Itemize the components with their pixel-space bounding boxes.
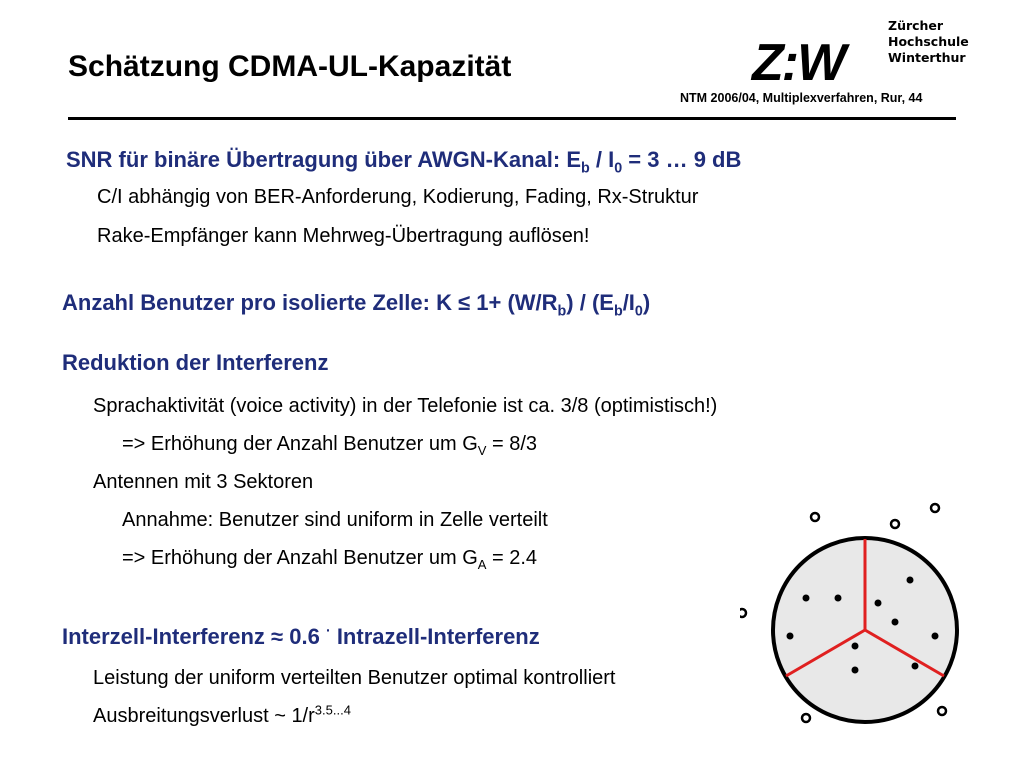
outer-user-ring bbox=[811, 513, 819, 521]
sector-cell-diagram bbox=[740, 500, 960, 730]
user-dot bbox=[803, 595, 810, 602]
user-dot bbox=[852, 643, 859, 650]
reduction-line-3: Antennen mit 3 Sektoren bbox=[93, 471, 314, 493]
reduction-line-2: => Erhöhung der Anzahl Benutzer um $G_V = 8/3$ bbox=[122, 433, 538, 458]
user-dot bbox=[932, 633, 939, 640]
reduction-line-5: => Erhöhung der Anzahl Benutzer um $G_A = 2.4$ bbox=[122, 547, 538, 572]
users-heading: Anzahl Benutzer pro isolierte Zelle: $K \le 1+ (W/R_b) / (E_b/I_0)$ bbox=[62, 290, 651, 320]
snr-line-2: Rake-Empfänger kann Mehrweg-Übertragung auflösen! bbox=[97, 225, 590, 247]
slide-reference: NTM 2006/04, Multiplexverfahren, Rur, 44 bbox=[680, 91, 923, 105]
page-title: Schätzung CDMA-UL-Kapazität bbox=[68, 50, 512, 83]
user-dot bbox=[907, 577, 914, 584]
reduction-heading: Reduktion der Interferenz bbox=[62, 350, 329, 375]
outer-user-ring bbox=[938, 707, 946, 715]
user-dot bbox=[852, 667, 859, 674]
outer-user-ring bbox=[891, 520, 899, 528]
user-dot bbox=[787, 633, 794, 640]
snr-line-1: C/I abhängig von BER-Anforderung, Kodierung, Fading, Rx-Struktur bbox=[97, 186, 699, 208]
intercell-line-1: Leistung der uniform verteilten Benutzer optimal kontrolliert bbox=[93, 667, 616, 689]
outer-user-ring bbox=[802, 714, 810, 722]
snr-heading: SNR für binäre Übertragung über AWGN-Kanal: $E_b / I_0 = 3$ … 9 dB bbox=[66, 147, 742, 177]
title-rule bbox=[68, 117, 956, 120]
logo-line-3: Winterthur bbox=[888, 50, 966, 65]
user-dot bbox=[892, 619, 899, 626]
logo-institution-name bbox=[888, 18, 969, 66]
intercell-line-2: Ausbreitungsverlust ~ $1/r^{3.5...4}$ bbox=[93, 702, 351, 727]
user-dot bbox=[875, 600, 882, 607]
user-dot bbox=[912, 663, 919, 670]
zhw-logo: Z:W bbox=[752, 34, 845, 92]
user-dot bbox=[835, 595, 842, 602]
intercell-heading: Interzell-Interferenz ≈ 0.6 · Intrazell-Interferenz bbox=[62, 623, 540, 649]
reduction-line-4: Annahme: Benutzer sind uniform in Zelle verteilt bbox=[122, 509, 548, 531]
outer-user-ring bbox=[740, 609, 746, 617]
reduction-line-1: Sprachaktivität (voice activity) in der Telefonie ist ca. 3/8 (optimistisch!) bbox=[93, 395, 718, 417]
outer-user-ring bbox=[931, 504, 939, 512]
logo-line-1: Zürcher bbox=[888, 18, 944, 33]
logo-line-2: Hochschule bbox=[888, 34, 969, 49]
